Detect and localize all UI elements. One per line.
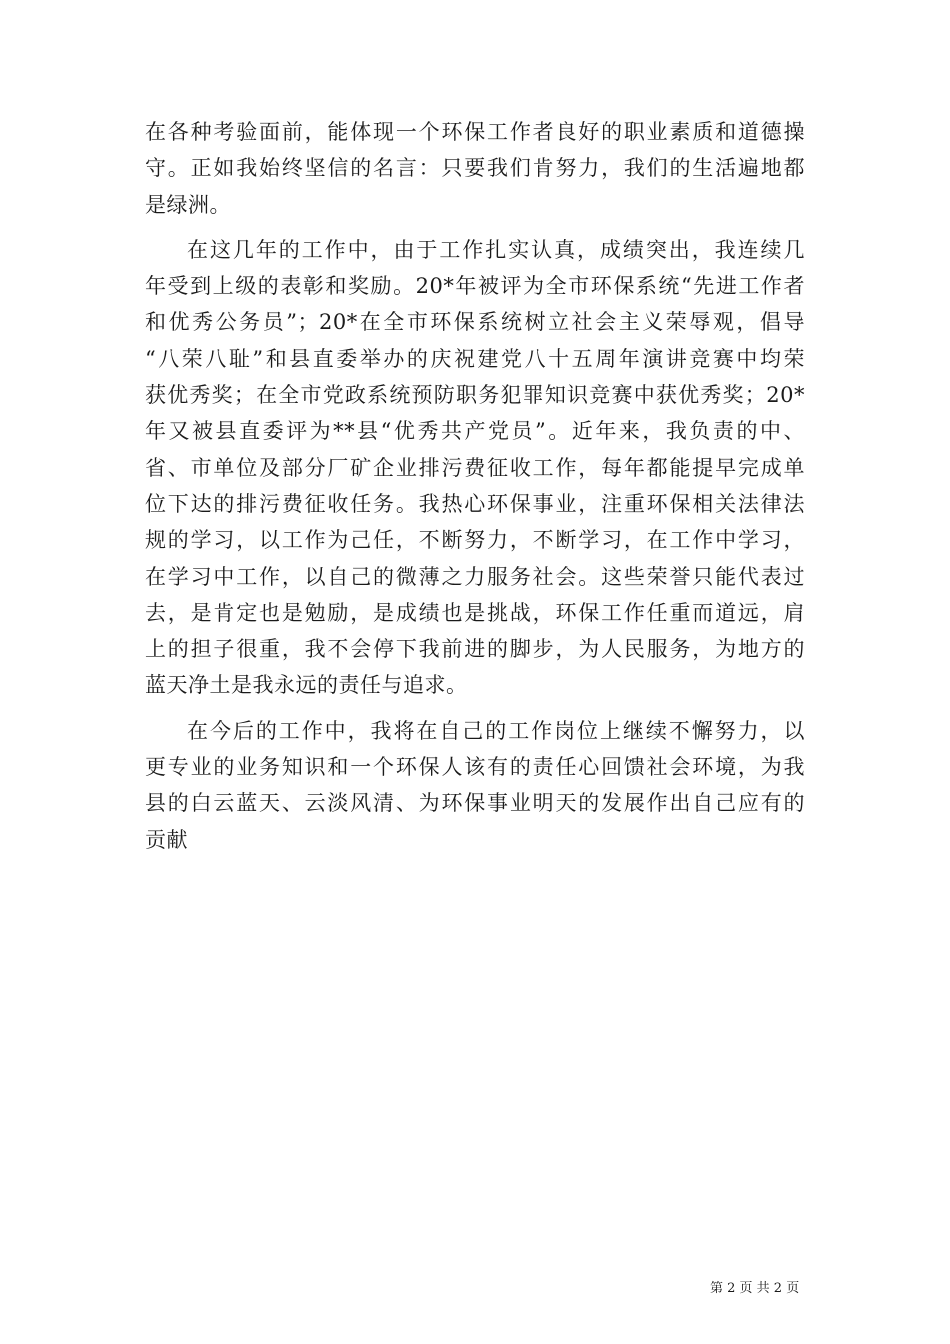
- paragraph: [145, 713, 805, 858]
- text-line: 年又被县直委评为**县“优秀共产党员”。近年来，我负责的中、: [145, 419, 805, 444]
- text-line: 在学习中工作，以自己的微薄之力服务社会。这些荣誉只能代表过: [145, 564, 805, 589]
- text-line: 去，是肯定也是勉励，是成绩也是挑战，环保工作任重而道远，肩: [145, 600, 805, 625]
- text-line: 规的学习，以工作为己任，不断努力，不断学习，在工作中学习，: [145, 528, 805, 553]
- text-line: 县的白云蓝天、云淡风清、为环保事业明天的发展作出自己应有的: [145, 791, 805, 816]
- paragraph: [145, 232, 805, 704]
- paragraph: [145, 114, 805, 223]
- text-line: 更专业的业务知识和一个环保人该有的责任心回馈社会环境，为我: [145, 755, 805, 780]
- text-line: 位下达的排污费征收任务。我热心环保事业，注重环保相关法律法: [145, 491, 805, 516]
- text-line: 在这几年的工作中，由于工作扎实认真，成绩突出，我连续几: [187, 237, 805, 262]
- text-line: 省、市单位及部分厂矿企业排污费征收工作，每年都能提早完成单: [145, 455, 805, 480]
- text-line: “八荣八耻”和县直委举办的庆祝建党八十五周年演讲竞赛中均荣: [145, 346, 805, 371]
- page-number: 第 2 页 共 2 页: [710, 1281, 800, 1296]
- text-line: 贡献: [145, 827, 188, 852]
- document-body: [145, 114, 805, 858]
- text-line: 在今后的工作中，我将在自己的工作岗位上继续不懈努力，以: [187, 718, 805, 743]
- text-line: 是绿洲。: [145, 192, 231, 217]
- text-line: 获优秀奖；在全市党政系统预防职务犯罪知识竞赛中获优秀奖；20*: [145, 383, 805, 408]
- text-line: 上的担子很重，我不会停下我前进的脚步，为人民服务，为地方的: [145, 637, 805, 662]
- text-line: 蓝天净土是我永远的责任与追求。: [145, 673, 468, 698]
- text-line: 守。正如我始终坚信的名言：只要我们肯努力，我们的生活遍地都: [145, 156, 805, 181]
- text-line: 和优秀公务员”；20*在全市环保系统树立社会主义荣辱观，倡导: [145, 310, 805, 335]
- text-line: 在各种考验面前，能体现一个环保工作者良好的职业素质和道德操: [145, 120, 805, 144]
- text-line: 年受到上级的表彰和奖励。20*年被评为全市环保系统“先进工作者: [145, 274, 805, 299]
